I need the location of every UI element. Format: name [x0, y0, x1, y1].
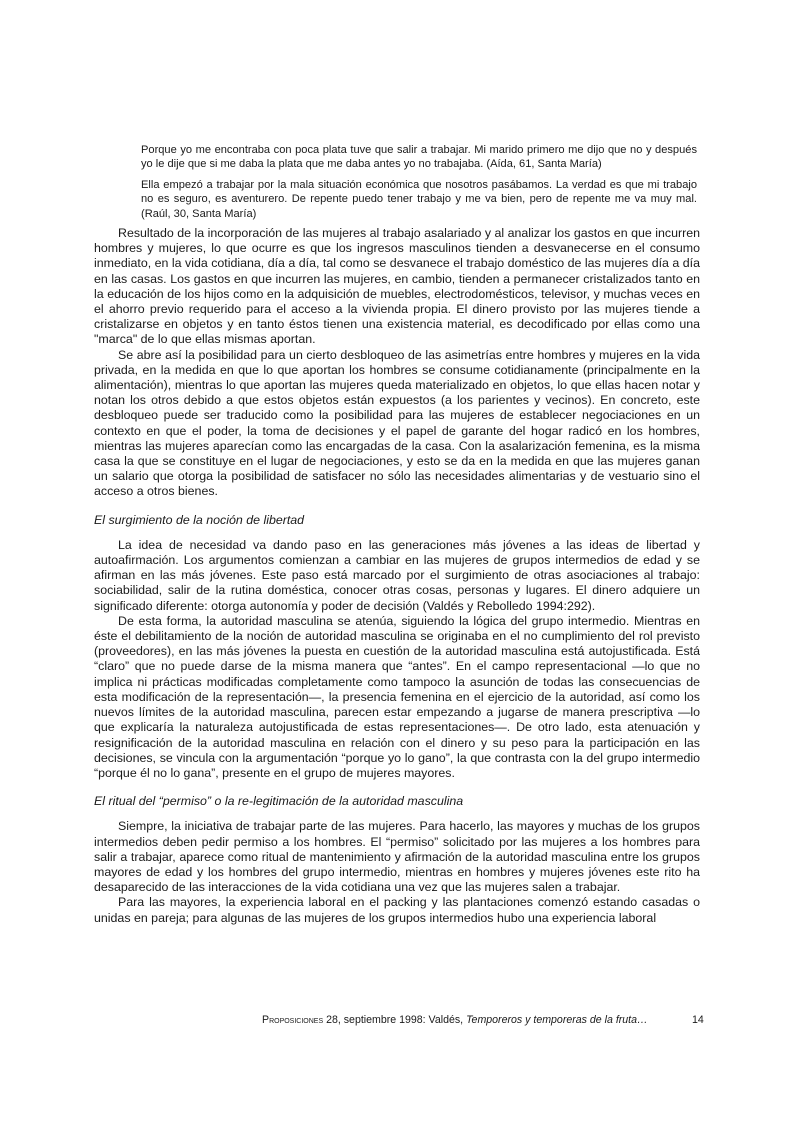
paragraph: Para las mayores, la experiencia laboral en el packing y las plantaciones comenzó estando casadas o unidas en pareja; para algunas de las mujeres de los grupos intermedios hubo una experiencia laboral [94, 895, 700, 925]
paragraph: Se abre así la posibilidad para un cierto desbloqueo de las asimetrías entre hombres y mujeres en la vida privada, en la medida en que lo que aportan los hombres se consume cotidianamente (principalmente en la alimentación), mientras lo que aportan las mujeres queda materializado en objetos, lo que ellas hacen notar y notan los otros debido a que estos objetos están expuestos (a los parientes y vecinos). En concreto, este desbloqueo puede ser traducido como la posibilidad para las mujeres de establecer negociaciones en un contexto en que el poder, la toma de decisiones y el papel de garante del hogar radicó en los hombres, mientras las mujeres aparecían como las encargadas de la casa. Con la asalarización femenina, es la misma casa la que se constituye en el lugar de negociaciones, y esto se da en la medida en que las mujeres ganan un salario que otorga la posibilidad de satisfacer no sólo las necesidades alimentarias y de vestuario sino el acceso a otros bienes. [94, 347, 700, 499]
paragraph: De esta forma, la autoridad masculina se atenúa, siguiendo la lógica del grupo intermedio. Mientras en éste el debilitamiento de la noción de autoridad masculina se originaba en el no cumplimiento del rol previsto (proveedores), en las más jóvenes la puesta en cuestión de la autoridad masculina está autojustificada. Está “claro” que no puede darse de la misma manera que “antes”. En el campo representacional —lo que no implica ni prácticas modificadas completamente como tampoco la asunción de todas las consecuencias de esta modificación de la representación—, la presencia femenina en el ejercicio de la autoridad, así como los nuevos límites de la autoridad masculina, parecen estar empezando a jugarse de manera prescriptiva —lo que explicaría la naturaleza autojustificada de estas representaciones—. De otro lado, esta atenuación y resignificación de la autoridad masculina en relación con el dinero y su peso para la participación en las decisiones, se vincula con la argumentación “porque yo lo gano”, la que contrasta con la del grupo intermedio “porque él no lo gana”, presente en el grupo de mujeres mayores. [94, 613, 700, 780]
footer-issue: 28, septiembre 1998: Valdés, [323, 1014, 467, 1026]
interview-quotes [141, 143, 697, 227]
paragraph: Siempre, la iniciativa de trabajar parte de las mujeres. Para hacerlo, las mayores y muchas de los grupos intermedios deben pedir permiso a los hombres. El “permiso” solicitado por las mujeres a los hombres para salir a trabajar, aparece como ritual de mantenimiento y afirmación de la autoridad masculina entre los grupos mayores de edad y los hombres del grupo intermedio, mientras en hombres y mujeres jóvenes este rito ha desaparecido de las interacciones de la vida cotidiana una vez que las mujeres salen a trabajar. [94, 819, 700, 895]
paragraph: La idea de necesidad va dando paso en las generaciones más jóvenes a las ideas de libertad y autoafirmación. Los argumentos comienzan a cambiar en las mujeres de grupos intermedios de edad y se afirman en las más jóvenes. Este paso está marcado por el surgimiento de otras asociaciones al trabajo: sociabilidad, salir de la rutina doméstica, conocer otras cosas, personas y lugares. El dinero adquiere un significado diferente: otorga autonomía y poder de decisión (Valdés y Rebolledo 1994:292). [94, 537, 700, 613]
quote-aida: Porque yo me encontraba con poca plata tuve que salir a trabajar. Mi marido primero me dijo que no y después yo le dije que si me daba la plata que me daba antes yo no trabajaba. (Aída, 61, Santa María) [141, 144, 697, 171]
footer-citation [262, 1014, 648, 1026]
footer-article-title: Temporeros y temporeras de la fruta… [466, 1014, 648, 1026]
section-heading-libertad: El surgimiento de la noción de libertad [94, 512, 305, 527]
quote-raul: Ella empezó a trabajar por la mala situación económica que nosotros pasábamos. La verdad es que mi trabajo no es seguro, es aventurero. De repente puedo tener trabajo y me va bien, pero de repente me va muy mal. (Raúl, 30, Santa María) [141, 178, 697, 220]
footer-journal: Proposiciones [262, 1014, 324, 1026]
page-number: 14 [692, 1014, 704, 1026]
section-heading-permiso: El ritual del “permiso” o la re-legitimación de la autoridad masculina [94, 794, 464, 809]
paragraph: Resultado de la incorporación de las mujeres al trabajo asalariado y al analizar los gastos en que incurren hombres y mujeres, lo que ocurre es que los ingresos masculinos tienden a desvanecerse en el consumo inmediato, en la vida cotidiana, día a día, tal como se desvanece el trabajo doméstico de las mujeres día a día en las casas. Los gastos en que incurren las mujeres, en cambio, tienden a permanecer cristalizados tanto en la educación de los hijos como en la adquisición de muebles, electrodomésticos, televisor, y muchas veces en el ahorro previo requerido para el acceso a la vivienda propia. El dinero provisto por las mujeres tiende a cristalizarse en objetos y en tanto éstos tienen una existencia material, es decodificado por ellas como una "marca" de lo que ellas mismas aportan. [94, 226, 700, 347]
body-text [94, 226, 700, 926]
